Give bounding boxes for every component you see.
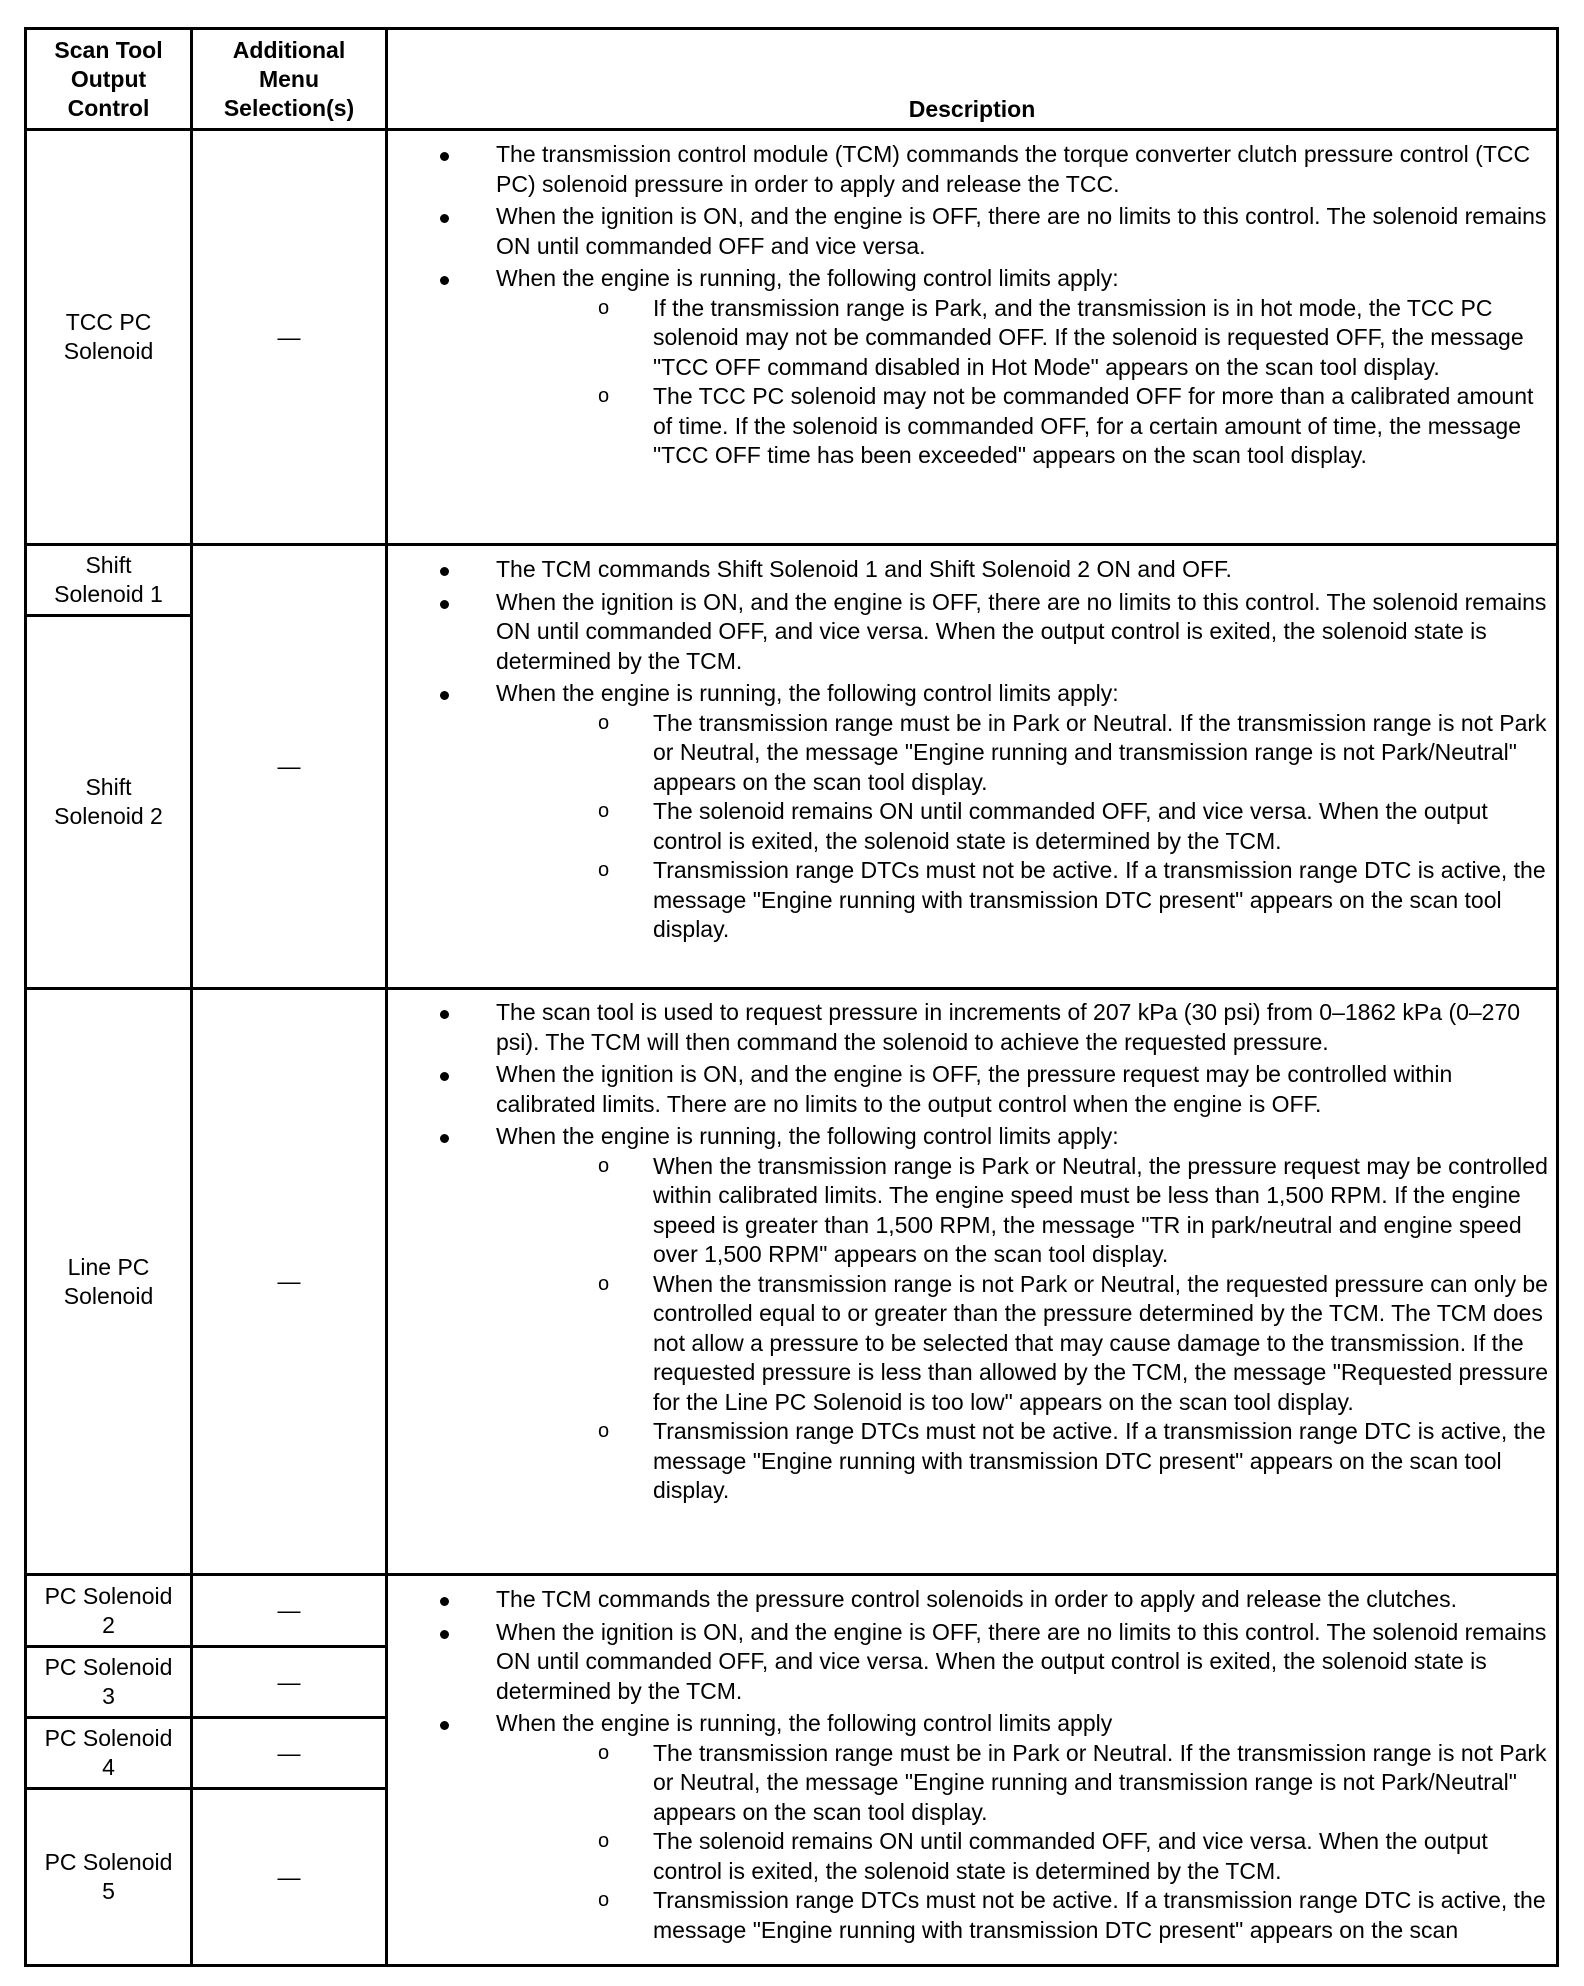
bullet-item: When the ignition is ON, and the engine is OFF, the pressure request may be controlled within calibrated limits. There are no limits to the output control when the engine is OFF. bbox=[440, 1060, 1550, 1119]
control-line: TCC PC bbox=[65, 309, 152, 335]
circle-bullet-icon: o bbox=[598, 1154, 610, 1177]
sub-bullet-item: o The solenoid remains ON until commanded OFF, and vice versa. When the output control is exited, the solenoid state is determined by the TCM. bbox=[598, 1828, 1488, 1884]
bullet-item: When the engine is running, the following control limits apply: o If the transmission range is Park, and the transmission is in hot mode, the TCC PC solenoid may not be commanded OFF. If the solenoid is requested OFF, the message "TCC OFF command disabled in Hot Mode" appears on the scan tool display. o The TCC PC solenoid may not be commanded OFF for more than a calibrated amount of time. If the solenoid is commanded OFF, for a certain amount of time, the message "TCC OFF time has been exceeded" appears on the scan tool display. bbox=[440, 264, 1550, 471]
bullet-icon bbox=[440, 1072, 449, 1081]
control-line: Solenoid 1 bbox=[54, 581, 163, 607]
control-line-pc-solenoid bbox=[27, 990, 190, 1573]
circle-bullet-icon: o bbox=[598, 1420, 610, 1442]
header-line: Scan Tool bbox=[54, 36, 163, 63]
description-pc-solenoids bbox=[440, 1585, 1550, 1963]
circle-bullet-icon: o bbox=[598, 711, 610, 734]
menu-selection-empty: — bbox=[277, 1739, 301, 1766]
menu-selection-empty: — bbox=[277, 323, 301, 350]
sub-bullet-item: o The TCC PC solenoid may not be commanded OFF for more than a calibrated amount of time. If the solenoid is commanded OFF, for a certain amount of time, the message "TCC OFF time has been exceeded" appears on the scan tool display. bbox=[598, 383, 1534, 468]
bullet-item: When the engine is running, the following control limits apply: o The transmission range must be in Park or Neutral. If the transmission range is not Park or Neutral, the message "Engine running and transmission range is not Park/Neutral" appears on the scan tool display. o The solenoid remains ON until commanded OFF, and vice versa. When the output control is exited, the solenoid state is determined by the TCM. o Transmission range DTCs must not be active. If a transmission range DTC is active, the message "Engine running with transmission DTC present" appears on the scan tool display. bbox=[440, 679, 1550, 945]
bullet-icon bbox=[440, 1134, 449, 1143]
control-line: PC Solenoid bbox=[44, 1849, 173, 1875]
sub-bullet-item: o When the transmission range is not Park or Neutral, the requested pressure can only be controlled equal to or greater than the pressure determined by the TCM. The TCM does not allow a pressure to be selected that may cause damage to the transmission. If the requested pressure is less than allowed by the TCM, the message "Requested pressure for the Line PC Solenoid is too low" appears on the scan tool display. bbox=[598, 1270, 1548, 1415]
bullet-icon bbox=[440, 1721, 449, 1730]
bullet-icon bbox=[440, 1630, 449, 1639]
bullet-item: The transmission control module (TCM) commands the torque converter clutch pressure control (TCC PC) solenoid pressure in order to apply and release the TCC. bbox=[440, 140, 1550, 199]
control-line: Shift bbox=[85, 552, 132, 578]
control-pc-solenoid-4 bbox=[27, 1719, 190, 1787]
bullet-item: The TCM commands Shift Solenoid 1 and Shift Solenoid 2 ON and OFF. bbox=[440, 555, 1550, 585]
bullet-icon bbox=[440, 276, 449, 285]
control-line: Line PC bbox=[67, 1253, 150, 1280]
bullet-item: When the ignition is ON, and the engine is OFF, there are no limits to this control. The solenoid remains ON until commanded OFF, and vice versa. When the output control is exited, the solenoid state is determined by the TCM. bbox=[440, 588, 1550, 677]
sub-bullet-item: o If the transmission range is Park, and the transmission is in hot mode, the TCC PC solenoid may not be commanded OFF. If the solenoid is requested OFF, the message "TCC OFF command disabled in Hot Mode" appears on the scan tool display. bbox=[598, 294, 1524, 380]
sub-bullet-item: o Transmission range DTCs must not be active. If a transmission range DTC is active, the message "Engine running with transmission DTC present" appears on the scan bbox=[598, 1887, 1546, 1943]
sub-bullet-item: o Transmission range DTCs must not be active. If a transmission range DTC is active, the message "Engine running with transmission DTC present" appears on the scan tool display. bbox=[598, 857, 1546, 942]
header-line: Output bbox=[70, 65, 147, 92]
control-line: PC Solenoid bbox=[44, 1725, 173, 1751]
header-line: Control bbox=[67, 94, 150, 121]
border-right bbox=[1556, 27, 1559, 1967]
control-line: PC Solenoid bbox=[44, 1654, 173, 1680]
sub-bullet-item: o The transmission range must be in Park or Neutral. If the transmission range is not Park or Neutral, the message "Engine running and transmission range is not Park/Neutral" appears on the scan tool display. bbox=[598, 709, 1547, 795]
bullet-item: The TCM commands the pressure control solenoids in order to apply and release the clutches. bbox=[440, 1585, 1550, 1615]
circle-bullet-icon: o bbox=[598, 296, 610, 319]
control-line: 4 bbox=[102, 1754, 115, 1780]
control-line: Solenoid 2 bbox=[54, 803, 163, 829]
bullet-icon bbox=[440, 152, 449, 161]
header-line: Selection(s) bbox=[223, 94, 355, 121]
control-tcc-pc-solenoid bbox=[27, 131, 190, 543]
col-divider-2 bbox=[385, 27, 388, 1967]
control-line: 5 bbox=[102, 1878, 115, 1904]
circle-bullet-icon: o bbox=[598, 1830, 610, 1852]
bullet-icon bbox=[440, 691, 449, 700]
control-line: Shift bbox=[85, 774, 132, 800]
bullet-icon bbox=[440, 214, 449, 223]
control-pc-solenoid-2 bbox=[27, 1576, 190, 1645]
sub-bullet-item: o The transmission range must be in Park or Neutral. If the transmission range is not Park or Neutral, the message "Engine running and transmission range is not Park/Neutral" appears on the scan tool display. bbox=[598, 1739, 1547, 1825]
menu-selection-empty: — bbox=[277, 753, 301, 779]
control-pc-solenoid-3 bbox=[27, 1648, 190, 1716]
circle-bullet-icon: o bbox=[598, 1272, 610, 1295]
sub-bullet-item: o The solenoid remains ON until commanded OFF, and vice versa. When the output control is exited, the solenoid state is determined by the TCM. bbox=[598, 798, 1488, 854]
menu-selection-empty: — bbox=[277, 1668, 301, 1695]
header-scan-tool-output-control bbox=[27, 30, 190, 128]
sub-bullet-item: o Transmission range DTCs must not be active. If a transmission range DTC is active, the message "Engine running with transmission DTC present" appears on the scan tool display. bbox=[598, 1418, 1546, 1503]
bullet-item: When the ignition is ON, and the engine is OFF, there are no limits to this control. The solenoid remains ON until commanded OFF, and vice versa. When the output control is exited, the solenoid state is determined by the TCM. bbox=[440, 1618, 1550, 1707]
control-pc-solenoid-5 bbox=[27, 1790, 190, 1964]
circle-bullet-icon: o bbox=[598, 800, 610, 822]
bullet-item: When the ignition is ON, and the engine is OFF, there are no limits to this control. The solenoid remains ON until commanded OFF and vice versa. bbox=[440, 202, 1550, 261]
control-shift-solenoid-2 bbox=[27, 617, 190, 987]
bullet-item: When the engine is running, the following control limits apply: o When the transmission range is Park or Neutral, the pressure request may be controlled within calibrated limits. The engine speed must be less than 1,500 RPM. If the engine speed is greater than 1,500 RPM, the message "TR in park/neutral and engine speed over 1,500 RPM" appears on the scan tool display. o When the transmission range is not Park or Neutral, the requested pressure can only be controlled equal to or greater than the pressure determined by the TCM. The TCM does not allow a pressure to be selected that may cause damage to the transmission. If the requested pressure is less than allowed by the TCM, the message "Requested pressure for the Line PC Solenoid is too low" appears on the scan tool display. o Transmission range DTCs must not be active. If a transmission range DTC is active, the message "Engine running with transmission DTC present" appears on the scan tool display. bbox=[440, 1122, 1550, 1506]
control-line: Solenoid bbox=[63, 1282, 154, 1309]
border-bottom bbox=[24, 1964, 1559, 1967]
menu-selection-empty: — bbox=[277, 1863, 301, 1890]
header-additional-menu-selections bbox=[193, 30, 385, 128]
header-line: Additional bbox=[232, 36, 346, 63]
header-description: Description bbox=[908, 96, 1036, 122]
header-line: Menu bbox=[258, 65, 320, 92]
description-shift-solenoids bbox=[440, 555, 1550, 945]
control-line: PC Solenoid bbox=[44, 1582, 173, 1609]
bullet-icon bbox=[440, 1597, 449, 1606]
control-shift-solenoid-1 bbox=[27, 546, 190, 614]
menu-selection-empty: — bbox=[277, 1597, 301, 1623]
control-line: 3 bbox=[102, 1683, 115, 1709]
bullet-icon bbox=[440, 567, 449, 576]
menu-selection-empty: — bbox=[277, 1268, 301, 1294]
circle-bullet-icon: o bbox=[598, 385, 610, 407]
circle-bullet-icon: o bbox=[598, 859, 610, 881]
circle-bullet-icon: o bbox=[598, 1889, 610, 1911]
control-line: Solenoid bbox=[63, 338, 154, 364]
circle-bullet-icon: o bbox=[598, 1741, 610, 1764]
bullet-icon bbox=[440, 600, 449, 609]
bullet-item: The scan tool is used to request pressure in increments of 207 kPa (30 psi) from 0–1862 kPa (0–270 psi). The TCM will then command the solenoid to achieve the requested pressure. bbox=[440, 998, 1550, 1057]
description-line-pc-solenoid bbox=[440, 998, 1550, 1506]
control-line: 2 bbox=[102, 1611, 115, 1638]
bullet-icon bbox=[440, 1010, 449, 1019]
description-tcc-pc-solenoid bbox=[440, 140, 1550, 471]
sub-bullet-item: o When the transmission range is Park or Neutral, the pressure request may be controlled within calibrated limits. The engine speed must be less than 1,500 RPM. If the engine speed is greater than 1,500 RPM, the message "TR in park/neutral and engine speed over 1,500 RPM" appears on the scan tool display. bbox=[598, 1152, 1548, 1267]
bullet-item: When the engine is running, the following control limits apply o The transmission range must be in Park or Neutral. If the transmission range is not Park or Neutral, the message "Engine running and transmission range is not Park/Neutral" appears on the scan tool display. o The solenoid remains ON until commanded OFF, and vice versa. When the output control is exited, the solenoid state is determined by the TCM. o Transmission range DTCs must not be active. If a transmission range DTC is active, the message "Engine running with transmission DTC present" appears on the scan bbox=[440, 1709, 1550, 1945]
